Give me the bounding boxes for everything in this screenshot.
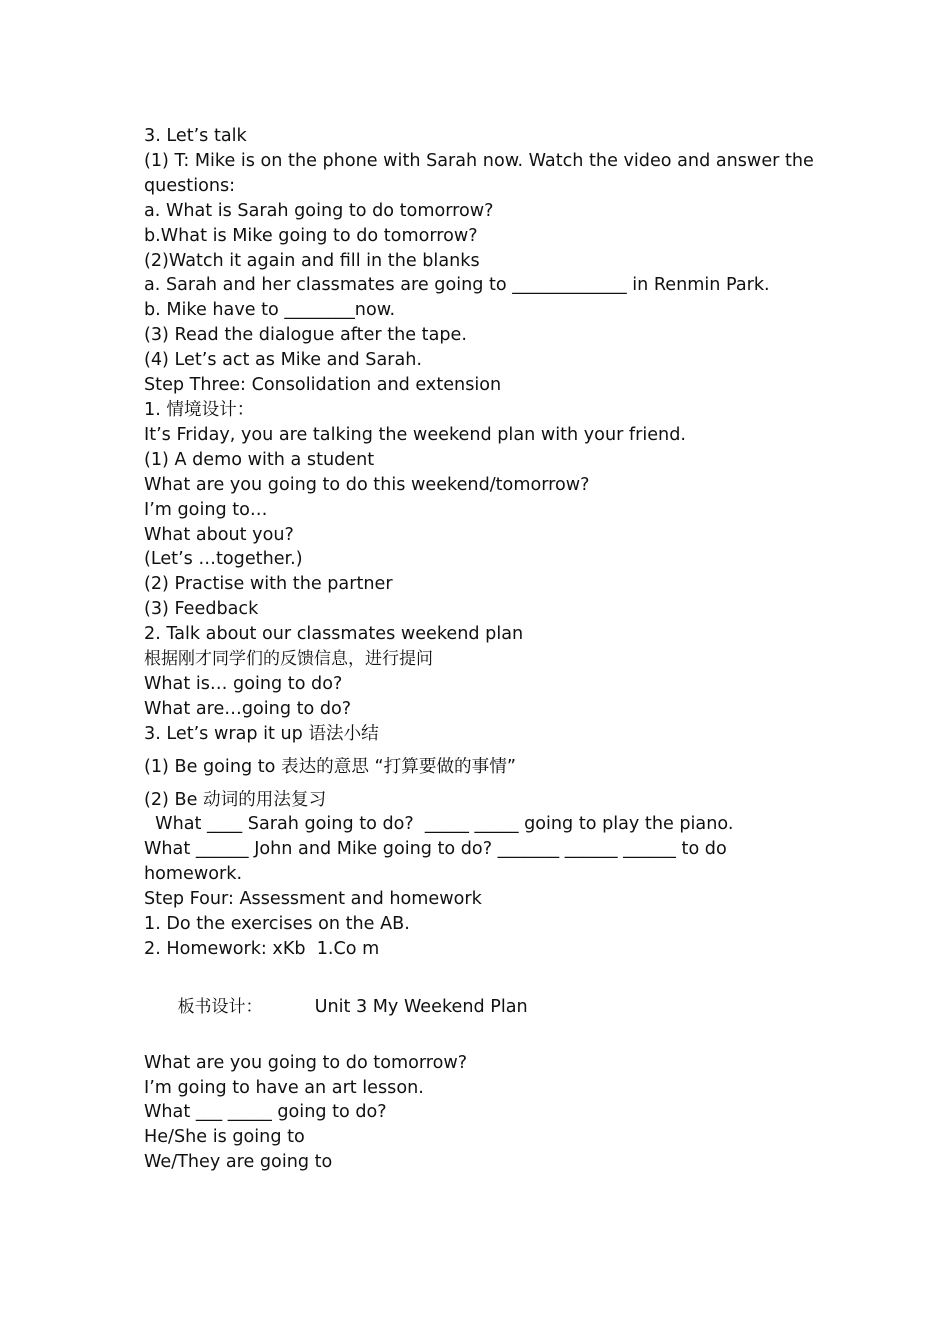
feedback-item: (3) Feedback (144, 599, 259, 620)
wrap-it-up: 3. Let’s wrap it up 语法小结 (144, 723, 379, 744)
board-design-row (144, 970, 824, 1045)
demo-question: What are you going to do this weekend/tomorrow? (144, 474, 590, 495)
instruction-act: (4) Let’s act as Mike and Sarah. (144, 350, 423, 371)
scenario-text: It’s Friday, you are talking the weekend plan with your friend. (144, 424, 686, 445)
homework-ab: 1. Do the exercises on the AB. (144, 914, 410, 935)
exercise-john-mike: What ______ John and Mike going to do? _______ ______ ______ to do homework. (144, 839, 727, 885)
document-body (144, 124, 824, 1175)
grammar-point-2: (2) Be 动词的用法复习 (144, 789, 327, 810)
question-sarah: a. What is Sarah going to do tomorrow? (144, 200, 494, 221)
demo-together: (Let’s …together.) (144, 549, 303, 570)
instruction-read-dialogue: (3) Read the dialogue after the tape. (144, 325, 467, 346)
scenario-design: 1. 情境设计： (144, 399, 255, 420)
question-what-is: What is… going to do? (144, 673, 343, 694)
demo-answer: I’m going to… (144, 499, 268, 520)
board-line: I’m going to have an art lesson. (144, 1077, 424, 1098)
chinese-instruction: 根据刚才同学们的反馈信息，进行提问 (144, 649, 433, 670)
board-design-label: 板书设计： (177, 996, 263, 1017)
demo-follow-up: What about you? (144, 524, 294, 545)
board-line: What ___ _____ going to do? (144, 1102, 387, 1123)
grammar-point-1: (1) Be going to 表达的意思 “打算要做的事情” (144, 756, 516, 777)
step-four-heading: Step Four: Assessment and homework (144, 889, 482, 910)
talk-classmates-plan: 2. Talk about our classmates weekend plan (144, 624, 524, 645)
homework-link: 2. Homework: xKb 1.Co m (144, 939, 380, 959)
instruction-fill-blanks: (2)Watch it again and fill in the blanks (144, 250, 480, 271)
board-line: He/She is going to (144, 1127, 305, 1148)
board-design-title: Unit 3 My Weekend Plan (314, 996, 528, 1017)
board-line: What are you going to do tomorrow? (144, 1052, 468, 1073)
step-three-heading: Step Three: Consolidation and extension (144, 375, 502, 396)
exercise-sarah: What ____ Sarah going to do? _____ _____ going to play the piano. (144, 814, 734, 835)
blank-sentence-b: b. Mike have to ________now. (144, 300, 396, 321)
demo-item: (1) A demo with a student (144, 449, 375, 470)
board-line: We/They are going to (144, 1152, 333, 1173)
instruction-watch-video: (1) T: Mike is on the phone with Sarah now. Watch the video and answer the questions: (144, 150, 814, 196)
question-what-are: What are…going to do? (144, 698, 352, 719)
question-mike: b.What is Mike going to do tomorrow? (144, 225, 478, 246)
practise-item: (2) Practise with the partner (144, 574, 393, 595)
blank-sentence-a: a. Sarah and her classmates are going to _____________ in Renmin Park. (144, 275, 770, 296)
heading-lets-talk: 3. Let’s talk (144, 126, 247, 146)
